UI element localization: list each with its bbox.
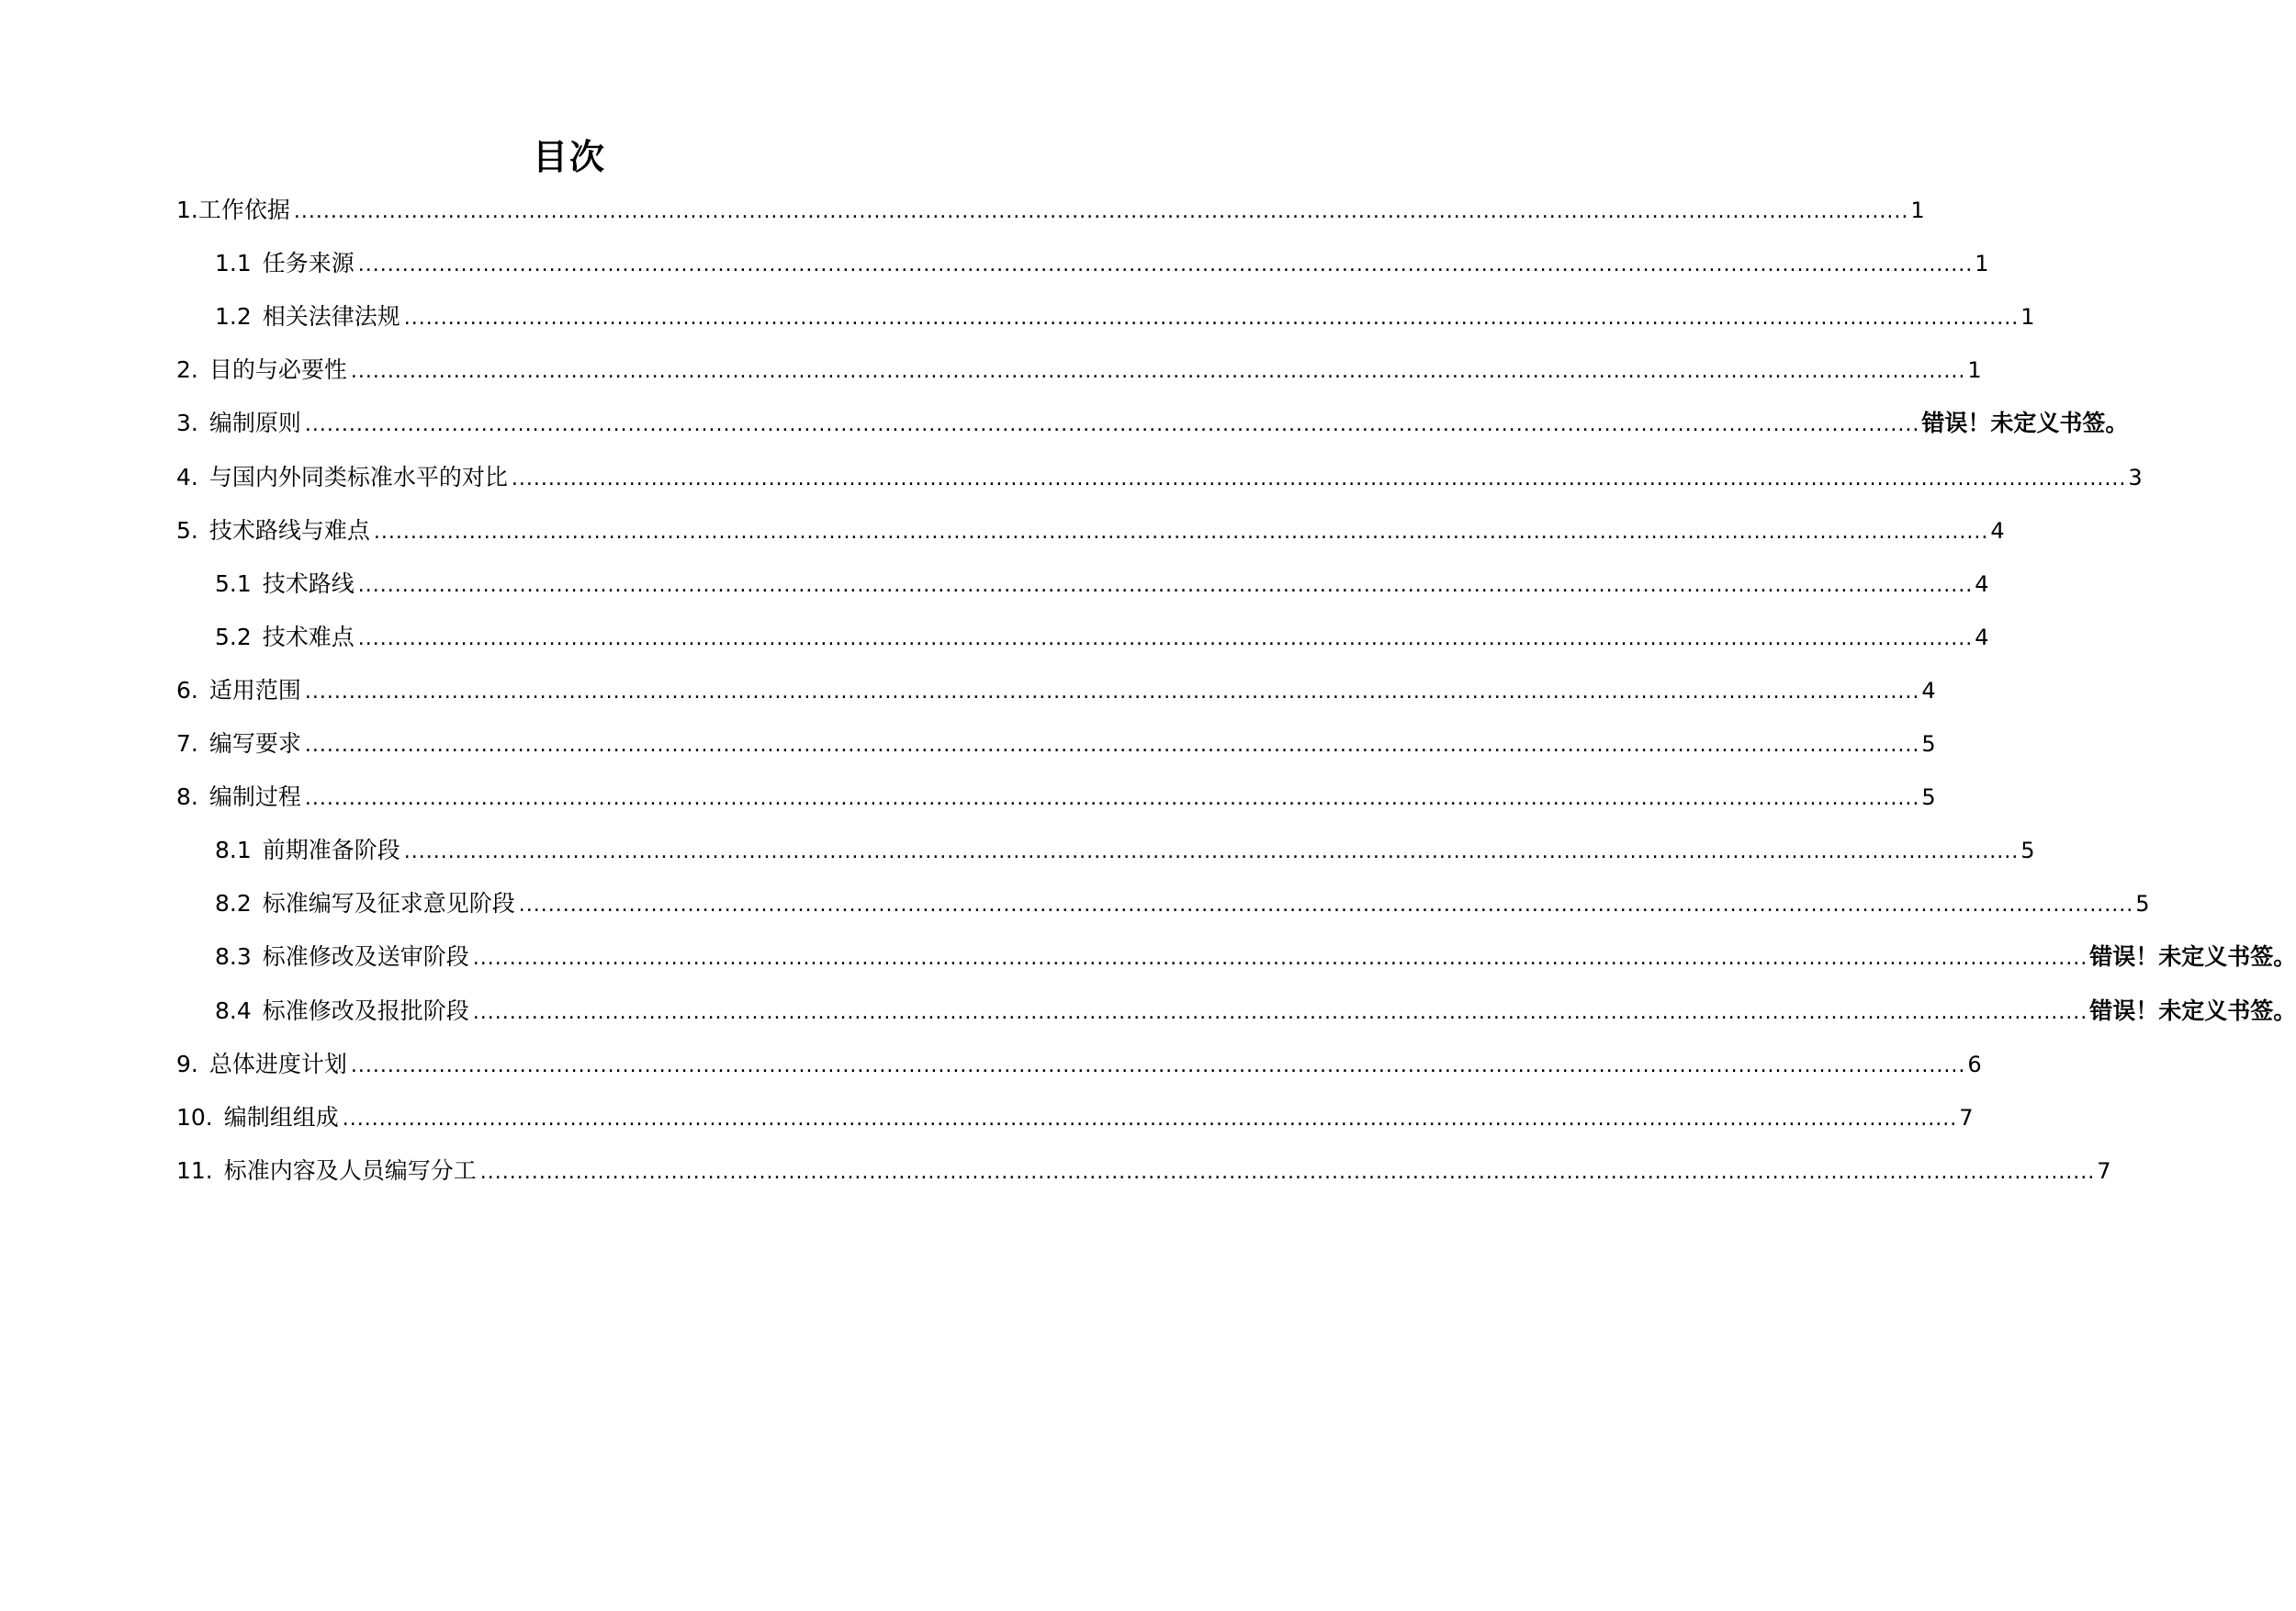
toc-dot-leader: ............................................................................................................................................................................................................................ — [511, 467, 2127, 490]
toc-entry[interactable] — [215, 884, 2150, 923]
toc-entry-title: 目的与必要性 — [208, 356, 347, 384]
toc-entry[interactable] — [215, 244, 1989, 283]
toc-dot-leader: ............................................................................................................................................................................................................................ — [304, 734, 1920, 757]
toc-entry-number: 5.1 — [215, 569, 252, 597]
toc-entry[interactable] — [176, 1152, 2111, 1190]
toc-page-number: 7 — [2097, 1157, 2111, 1184]
toc-dot-leader: ............................................................................................................................................................................................................................ — [472, 1000, 2088, 1024]
toc-dot-leader: ............................................................................................................................................................................................................................ — [350, 1053, 1966, 1077]
toc-page-number: 4 — [1975, 624, 1989, 650]
toc-bookmark-error: 错误！未定义书签。 — [1921, 410, 2129, 437]
toc-entry-title: 技术路线 — [262, 569, 355, 597]
toc-entry-title: 编制原则 — [208, 410, 301, 437]
toc-entry[interactable] — [176, 725, 1936, 763]
toc-entry-number: 7. — [176, 730, 198, 757]
toc-entry-number: 5. — [176, 516, 198, 544]
toc-dot-leader: ............................................................................................................................................................................................................................ — [403, 307, 2020, 331]
toc-entry[interactable] — [176, 1098, 1974, 1137]
toc-entry-title: 工作依据 — [197, 197, 290, 223]
toc-entry-number: 2. — [176, 356, 198, 384]
toc-dot-leader: ............................................................................................................................................................................................................................ — [403, 840, 2020, 864]
toc-dot-leader: ............................................................................................................................................................................................................................ — [357, 253, 1974, 277]
toc-entry-number: 8.4 — [215, 997, 252, 1024]
toc-entry[interactable] — [176, 671, 1936, 710]
toc-page-number: 7 — [1959, 1104, 1974, 1131]
toc-page-number: 4 — [1921, 677, 1936, 704]
toc-entry-number: 5.2 — [215, 623, 252, 650]
toc-entry-title: 与国内外同类标准水平的对比 — [208, 463, 508, 490]
toc-entry-title: 技术路线与难点 — [208, 516, 370, 544]
toc-page-number: 1 — [2020, 304, 2035, 331]
toc-entry-title: 相关法律法规 — [262, 303, 400, 331]
toc-entry-title: 标准编写及征求意见阶段 — [262, 890, 515, 918]
toc-entry-number: 1.2 — [215, 303, 252, 331]
toc-dot-leader: ............................................................................................................................................................................................................................ — [472, 947, 2088, 971]
toc-entry[interactable] — [176, 404, 2129, 443]
toc-dot-leader: ............................................................................................................................................................................................................................ — [304, 680, 1920, 704]
toc-entry-title: 前期准备阶段 — [262, 837, 400, 864]
toc-page-number: 1 — [1910, 197, 1925, 223]
toc-page-number: 4 — [1975, 570, 1989, 597]
toc-dot-leader: ............................................................................................................................................................................................................................ — [342, 1107, 1958, 1131]
toc-dot-leader: ............................................................................................................................................................................................................................ — [293, 200, 1909, 223]
toc-entry-number: 1. — [176, 197, 198, 223]
toc-entry-number: 4. — [176, 463, 198, 490]
page-title: 目次 — [532, 137, 606, 177]
toc-entry-number: 6. — [176, 676, 198, 704]
toc-entry[interactable] — [176, 778, 1936, 817]
toc-page-number: 5 — [2020, 838, 2035, 864]
toc-entry[interactable] — [215, 565, 1989, 603]
toc-entry-number: 8.1 — [215, 837, 252, 864]
toc-entry[interactable] — [176, 351, 1982, 389]
toc-entry[interactable] — [215, 831, 2035, 870]
toc-dot-leader: ............................................................................................................................................................................................................................ — [304, 413, 1920, 437]
toc-entry[interactable] — [215, 938, 2296, 976]
toc-entry[interactable] — [176, 1045, 1982, 1084]
toc-bookmark-error: 错误！未定义书签。 — [2089, 997, 2296, 1024]
toc-page-number: 5 — [2135, 891, 2150, 918]
toc-dot-leader: ............................................................................................................................................................................................................................ — [357, 626, 1974, 650]
toc-page-number: 5 — [1921, 731, 1936, 757]
toc-entry[interactable] — [215, 298, 2035, 336]
toc-dot-leader: ............................................................................................................................................................................................................................ — [373, 520, 1989, 544]
toc-page-number: 1 — [1967, 357, 1982, 384]
toc-entry-number: 8.2 — [215, 890, 252, 918]
toc-page-number: 3 — [2128, 464, 2143, 490]
toc-entry[interactable] — [176, 512, 2005, 550]
toc-entry-title: 编制组组成 — [223, 1103, 339, 1131]
toc-dot-leader: ............................................................................................................................................................................................................................ — [350, 360, 1966, 384]
toc-bookmark-error: 错误！未定义书签。 — [2089, 943, 2296, 971]
toc-entry[interactable] — [215, 618, 1989, 657]
toc-entry[interactable] — [176, 191, 1925, 230]
toc-entry-number: 8. — [176, 783, 198, 811]
toc-entry-number: 1.1 — [215, 250, 252, 277]
toc-entry[interactable] — [176, 458, 2143, 497]
toc-dot-leader: ............................................................................................................................................................................................................................ — [479, 1160, 2096, 1184]
toc-page-number: 1 — [1975, 251, 1989, 277]
toc-dot-leader: ............................................................................................................................................................................................................................ — [518, 894, 2134, 918]
toc-entry-title: 总体进度计划 — [208, 1050, 347, 1077]
toc-entry-title: 标准修改及报批阶段 — [262, 997, 469, 1024]
toc-entry-title: 标准修改及送审阶段 — [262, 943, 469, 971]
toc-entry-title: 编制过程 — [208, 783, 301, 811]
toc-entry-title: 适用范围 — [208, 676, 301, 704]
toc-dot-leader: ............................................................................................................................................................................................................................ — [304, 787, 1920, 811]
toc-page-number: 6 — [1967, 1051, 1982, 1077]
toc-entry-title: 编写要求 — [208, 730, 301, 757]
toc-page-number: 4 — [1990, 517, 2005, 544]
toc-entry-number: 9. — [176, 1050, 198, 1077]
toc-entry-title: 技术难点 — [262, 623, 355, 650]
toc-entry-number: 3. — [176, 410, 198, 437]
toc-entry-title: 任务来源 — [262, 250, 355, 277]
toc-entry-title: 标准内容及人员编写分工 — [223, 1156, 477, 1184]
toc-entry-number: 8.3 — [215, 943, 252, 971]
toc-entry[interactable] — [215, 992, 2296, 1031]
toc-page-number: 5 — [1921, 784, 1936, 811]
toc-dot-leader: ............................................................................................................................................................................................................................ — [357, 573, 1974, 597]
toc-entry-number: 11. — [176, 1156, 213, 1184]
toc-entry-number: 10. — [176, 1103, 213, 1131]
